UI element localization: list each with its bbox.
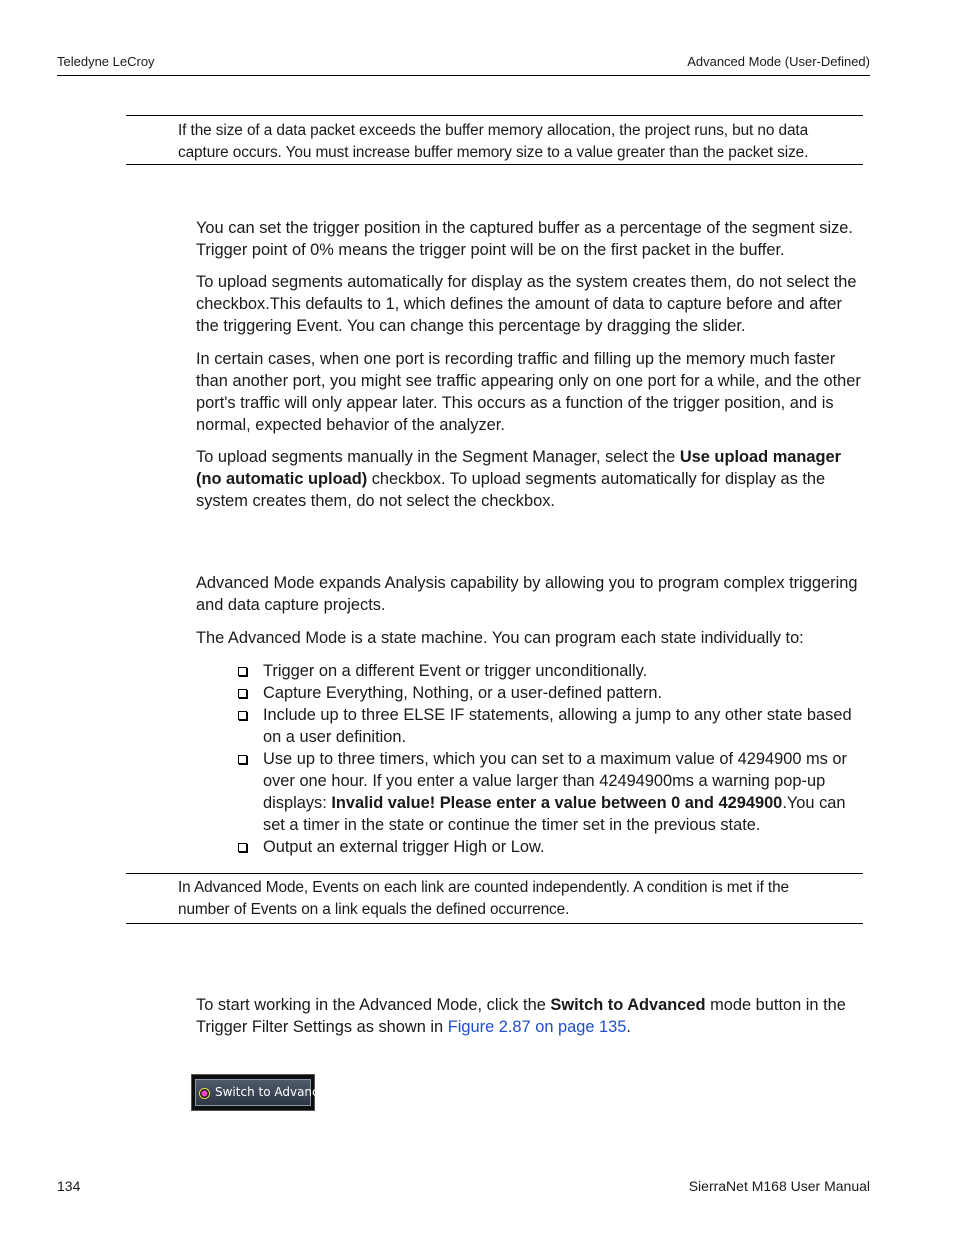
list-item-text: Use up to three timers, which you can set to a maximum value of 4294900 ms or over one hour. If you enter a value larger than 42494900ms a warning pop-up displays: bbox=[263, 750, 847, 812]
list-item bbox=[236, 836, 870, 858]
header-left: Teledyne LeCroy bbox=[57, 54, 155, 69]
bold-text: Invalid value! Please enter a value between 0 and 4294900 bbox=[331, 794, 783, 812]
text-run: checkbox. To upload segments automatically for display as the system creates them, do not select the checkbox. bbox=[196, 470, 826, 510]
list-item-text: Include up to three ELSE IF statements, allowing a jump to any other state based on a user definition. bbox=[263, 706, 852, 746]
text-run: mode button in the Trigger Filter Settings as shown in bbox=[196, 996, 846, 1036]
list-item bbox=[236, 748, 870, 836]
note-line: capture occurs. You must increase buffer memory size to a value greater than the packet size. bbox=[178, 143, 809, 161]
trigger-paragraph-2: To upload segments automatically for display as the system creates them, do not select the checkbox.This defaults to 1, which defines the amount of data to capture before and after the triggering Event. You can change this percentage by dragging the slider. bbox=[196, 273, 857, 335]
page-number: 134 bbox=[57, 1178, 81, 1194]
list-item bbox=[236, 660, 870, 682]
list-item-text: Output an external trigger High or Low. bbox=[263, 838, 545, 856]
header-right: Advanced Mode (User-Defined) bbox=[687, 54, 870, 69]
bold-text: Switch to Advanced bbox=[550, 996, 706, 1014]
figure-link[interactable]: Figure 2.87 on page 135 bbox=[447, 1018, 627, 1036]
start-paragraph bbox=[196, 994, 868, 1038]
note-line: In Advanced Mode, Events on each link are counted independently. A condition is met if the bbox=[178, 879, 790, 896]
checkbox-bullet-icon bbox=[238, 755, 247, 764]
switch-to-advanced-button-image bbox=[191, 1074, 327, 1111]
switch-to-advanced-button bbox=[195, 1079, 327, 1106]
trigger-paragraph-4 bbox=[196, 446, 868, 512]
text-run: To start working in the Advanced Mode, click the bbox=[196, 996, 551, 1014]
text-run: To upload segments manually in the Segment Manager, select the bbox=[196, 448, 680, 466]
note-line: If the size of a data packet exceeds the buffer memory allocation, the project runs, but no data bbox=[178, 122, 809, 139]
list-item bbox=[236, 682, 870, 704]
note-line: number of Events on a link equals the defined occurrence. bbox=[178, 900, 570, 918]
button-label: Switch to Advance bbox=[215, 1085, 327, 1099]
list-item-text: Capture Everything, Nothing, or a user-defined pattern. bbox=[263, 684, 663, 702]
trigger-paragraph-1: You can set the trigger position in the captured buffer as a percentage of the segment size. Trigger point of 0% means the trigger point will be on the first packet in the buffer. bbox=[196, 219, 853, 259]
state-capabilities-list bbox=[236, 660, 870, 858]
advanced-paragraph-1: Advanced Mode expands Analysis capability by allowing you to program complex triggering and data capture projects. bbox=[196, 574, 858, 614]
checkbox-bullet-icon bbox=[238, 689, 247, 698]
checkbox-bullet-icon bbox=[238, 711, 247, 720]
list-item bbox=[236, 704, 870, 748]
checkbox-bullet-icon bbox=[238, 843, 247, 852]
note-buffer-size bbox=[126, 115, 863, 165]
list-item-text: Trigger on a different Event or trigger unconditionally. bbox=[263, 662, 648, 680]
checkbox-bullet-icon bbox=[238, 667, 247, 676]
bold-text: Use upload manager (no automatic upload) bbox=[196, 448, 842, 488]
note-event-counting bbox=[126, 873, 863, 924]
mode-indicator-icon bbox=[199, 1088, 210, 1099]
advanced-paragraph-2: The Advanced Mode is a state machine. You can program each state individually to: bbox=[196, 629, 804, 647]
header-rule bbox=[57, 75, 870, 76]
list-item-text: .You can set a timer in the state or continue the timer set in the previous state. bbox=[263, 794, 846, 834]
manual-title: SierraNet M168 User Manual bbox=[688, 1178, 870, 1194]
trigger-paragraph-3: In certain cases, when one port is recording traffic and filling up the memory much faster than another port, you might see traffic appearing only on one port for a while, and the other port's traffic will only appear later. This occurs as a function of the trigger position, and is normal, expected behavior of the analyzer. bbox=[196, 350, 861, 434]
text-run: . bbox=[626, 1018, 631, 1036]
